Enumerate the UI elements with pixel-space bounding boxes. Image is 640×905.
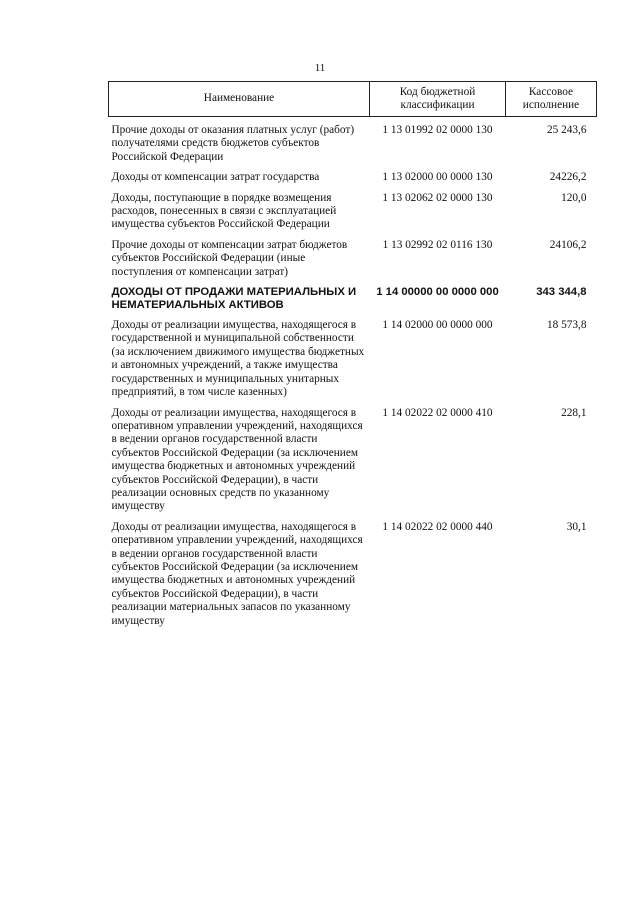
header-code: Код бюджетной классификации [370,82,506,117]
row-code: 1 14 02000 00 0000 000 [382,319,493,332]
row-code: 1 13 02992 02 0116 130 [382,238,493,251]
table-row [109,239,597,286]
row-amount: 30,1 [566,520,587,533]
header-name: Наименование [109,82,370,117]
budget-revenue-table [108,81,597,635]
row-code: 1 13 02000 00 0000 130 [382,171,493,184]
row-name: Доходы от реализации имущества, находящегося в оперативном управлении учреждений, находящихся в ведении органов государственной власти субъектов Российской Федерации (за исключением имущества бюджетных и автономных учреждений субъектов Российской Федерации), в части реализации основных средств по указанному имуществу [111,406,363,513]
row-name: Прочие доходы от оказания платных услуг (работ) получателями средств бюджетов субъектов Российской Федерации [111,124,355,163]
table-row [109,407,597,521]
row-amount: 228,1 [561,406,587,419]
row-amount: 24106,2 [549,238,587,251]
row-name: Доходы от реализации имущества, находящегося в государственной и муниципальной собственности (за исключением движимого имущества бюджетных и автономных учреждений, а также имущества государственных и муниципальных унитарных предприятий, в том числе казенных) [111,319,365,399]
row-code: 1 13 02062 02 0000 130 [382,191,493,204]
header-amount: Кассовое исполнение [506,82,597,117]
section-amount: 343 344,8 [536,286,587,299]
row-amount: 24226,2 [549,171,587,184]
section-code: 1 14 00000 00 0000 000 [376,286,499,299]
row-name: Доходы, поступающие в порядке возмещения расходов, понесенных в связи с эксплуатацией имущества субъектов Российской Федерации [111,191,337,231]
row-name: Прочие доходы от компенсации затрат бюджетов субъектов Российской Федерации (иные поступления от компенсации затрат) [111,238,348,278]
row-code: 1 14 02022 02 0000 440 [382,520,493,533]
table-row [109,171,597,191]
row-name: Доходы от компенсации затрат государства [111,171,320,184]
row-code: 1 14 02022 02 0000 410 [382,406,493,419]
table-section-row [109,286,597,319]
row-amount: 25 243,6 [546,124,587,136]
table-row [109,319,597,406]
table-header-row [109,82,597,117]
row-code: 1 13 01992 02 0000 130 [382,124,493,136]
section-name: ДОХОДЫ ОТ ПРОДАЖИ МАТЕРИАЛЬНЫХ И НЕМАТЕРИАЛЬНЫХ АКТИВОВ [111,286,357,312]
table-row [109,117,597,172]
table-row [109,192,597,239]
page-number: 11 [314,62,326,74]
table-row [109,521,597,635]
row-name: Доходы от реализации имущества, находящегося в оперативном управлении учреждений, находящихся в ведении органов государственной власти субъектов Российской Федерации (за исключением имущества бюджетных и автономных учреждений субъектов Российской Федерации), в части реализации материальных запасов по указанному имуществу [111,520,363,627]
row-amount: 120,0 [561,191,587,204]
row-amount: 18 573,8 [546,319,587,332]
